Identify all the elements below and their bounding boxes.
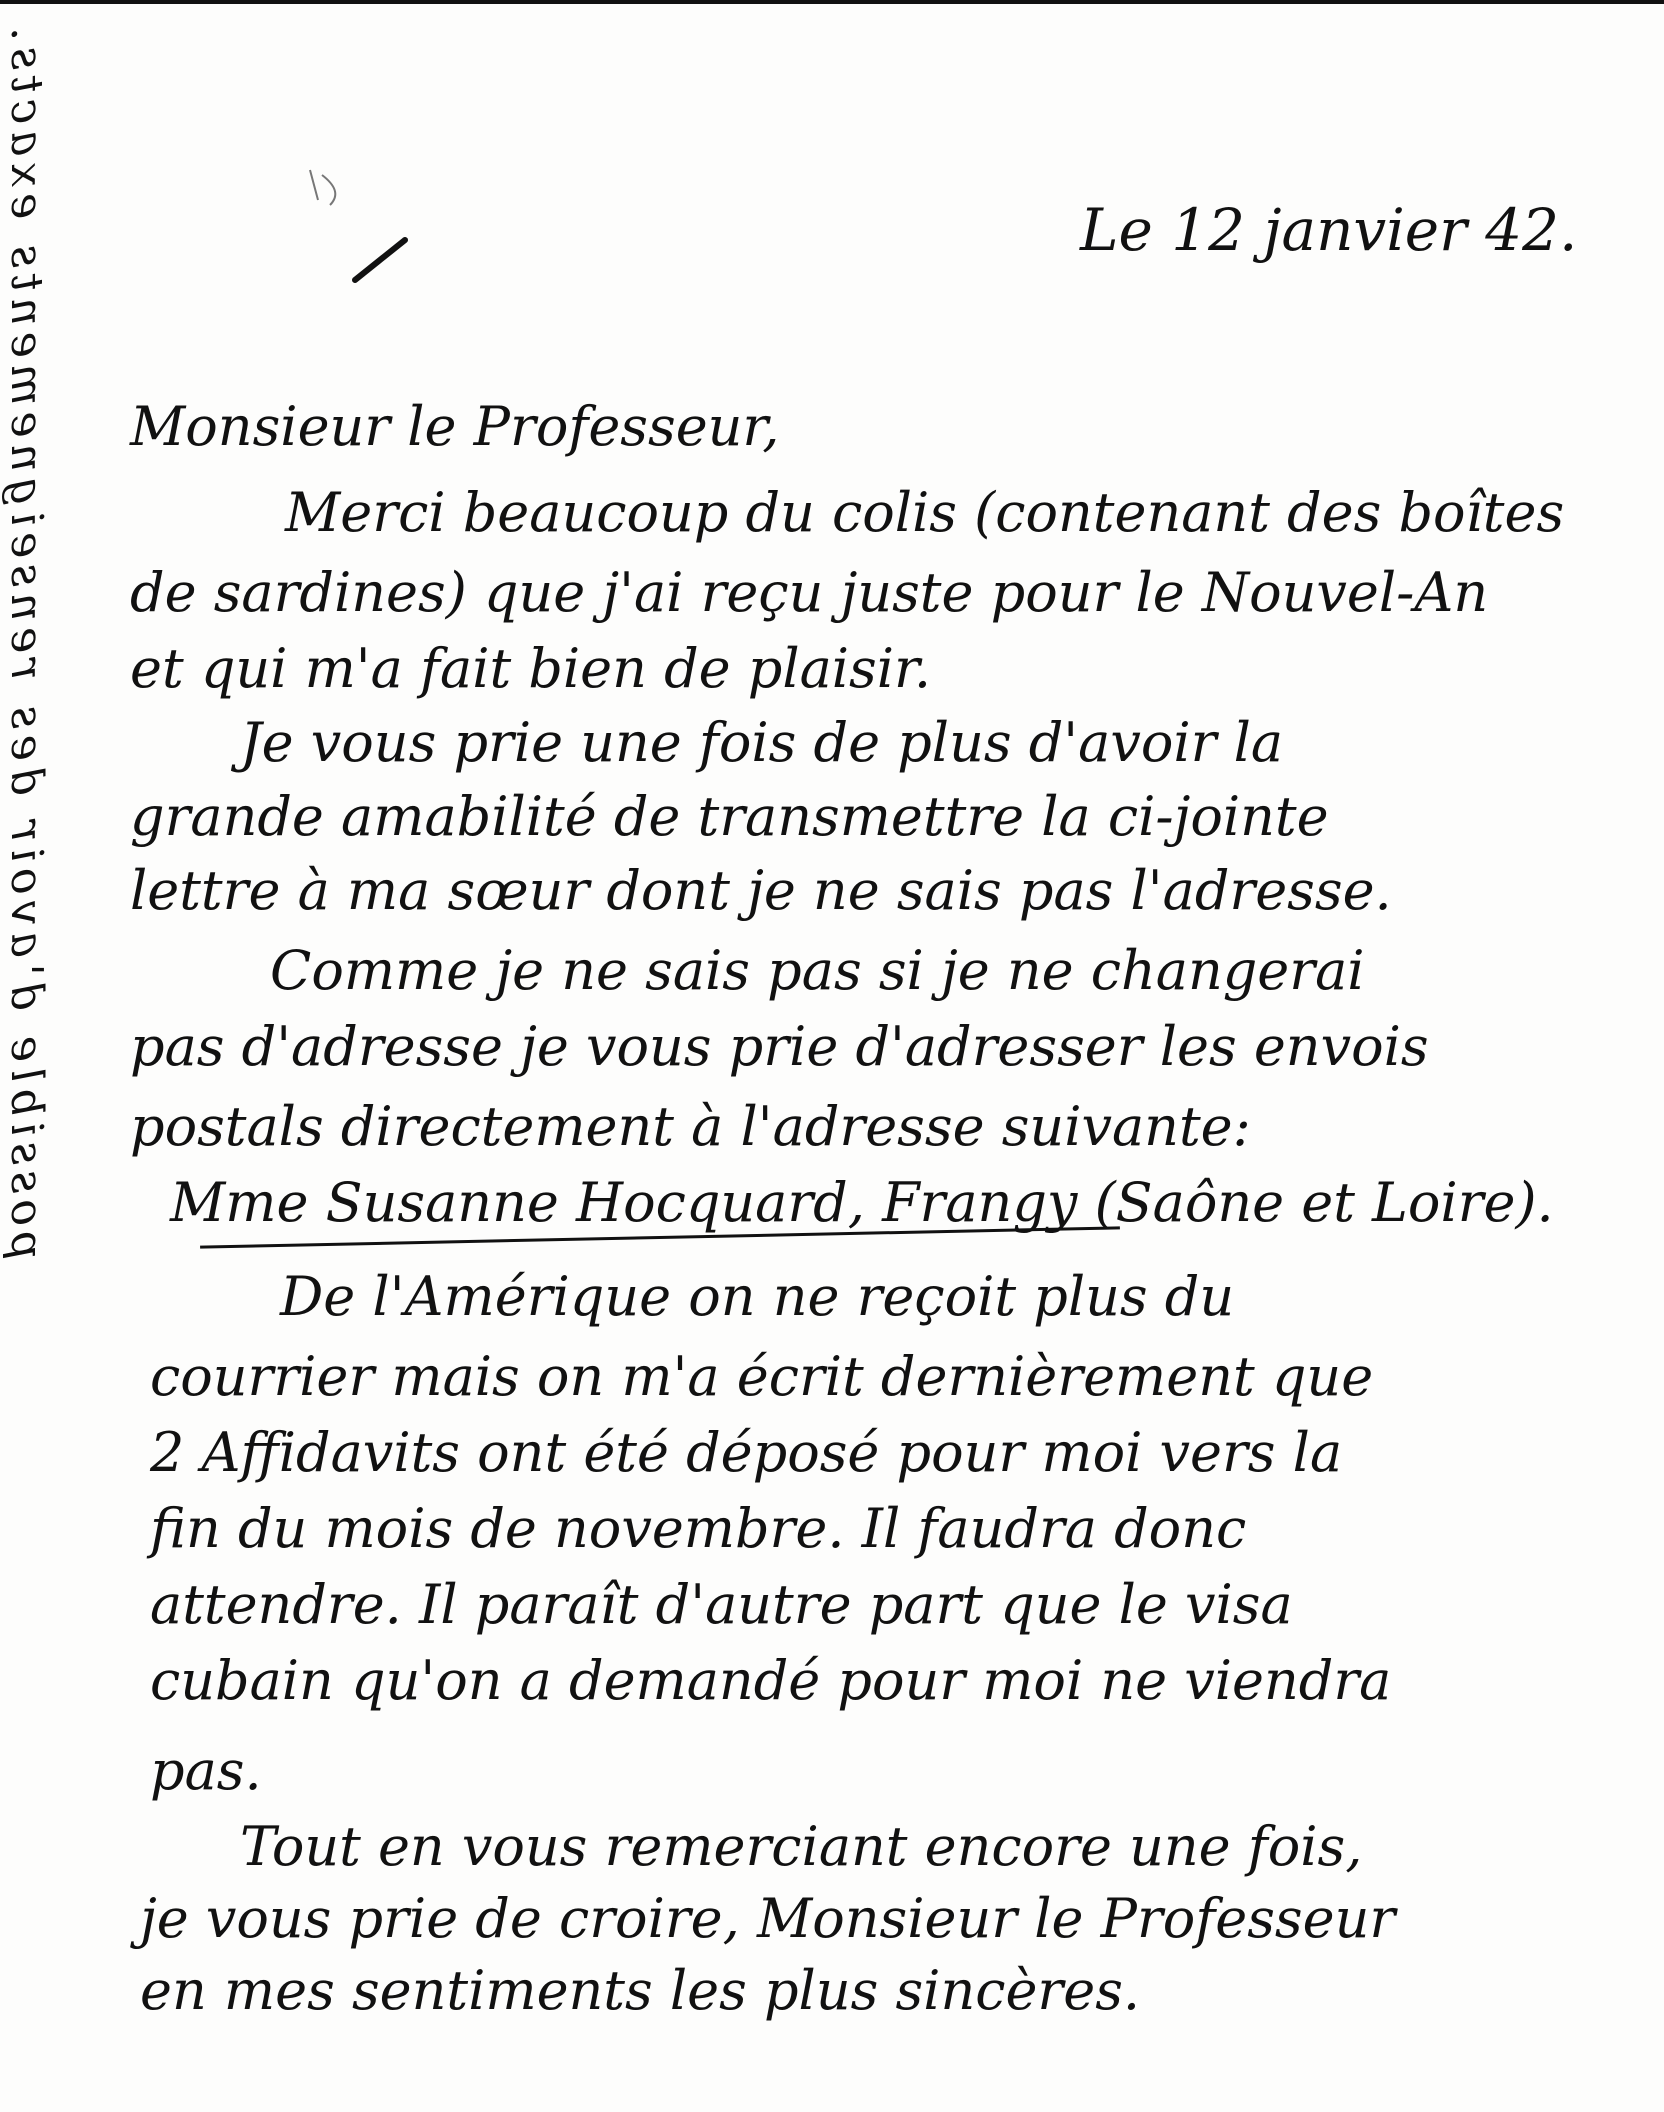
address-line: Mme Susanne Hocquard, Frangy (Saône et Loire). — [170, 1171, 1554, 1234]
pencil-mark-icon — [300, 160, 420, 290]
letter-line: attendre. Il paraît d'autre part que le visa — [150, 1573, 1293, 1636]
letter-line: lettre à ma sœur dont je ne sais pas l'adresse. — [130, 859, 1392, 922]
letter-line: grande amabilité de transmettre la ci-jointe — [130, 785, 1329, 848]
letter-line: cubain qu'on a demandé pour moi ne viendra — [150, 1649, 1392, 1712]
salutation: Monsieur le Professeur, — [130, 395, 780, 458]
letter-line: postals directement à l'adresse suivante: — [130, 1095, 1251, 1158]
page-top-edge — [0, 0, 1664, 4]
letter-line: Tout en vous remerciant encore une fois, — [240, 1815, 1363, 1878]
letter-line: en mes sentiments les plus sincères. — [140, 1959, 1141, 2022]
letter-line: de sardines) que j'ai reçu juste pour le Nouvel-An — [130, 561, 1489, 624]
letter-line: Merci beaucoup du colis (contenant des boîtes — [285, 481, 1565, 544]
letter-line: fin du mois de novembre. Il faudra donc — [150, 1497, 1247, 1560]
letter-line: De l'Amérique on ne reçoit plus du — [280, 1265, 1235, 1328]
margin-note: possible d'avoir des renseignements exacts. — [1, 21, 52, 1260]
letter-line: Je vous prie une fois de plus d'avoir la — [240, 711, 1284, 774]
letter-line: pas d'adresse je vous prie d'adresser les envois — [130, 1015, 1429, 1078]
letter-line: 2 Affidavits ont été déposé pour moi vers la — [150, 1421, 1343, 1484]
letter-line: pas. — [150, 1739, 262, 1802]
letter-line: je vous prie de croire, Monsieur le Professeur — [140, 1887, 1396, 1950]
letter-line: Comme je ne sais pas si je ne changerai — [270, 939, 1365, 1002]
letter-date: Le 12 janvier 42. — [1080, 196, 1578, 264]
letter-line: et qui m'a fait bien de plaisir. — [130, 637, 932, 700]
letter-line: courrier mais on m'a écrit dernièrement que — [150, 1345, 1374, 1408]
